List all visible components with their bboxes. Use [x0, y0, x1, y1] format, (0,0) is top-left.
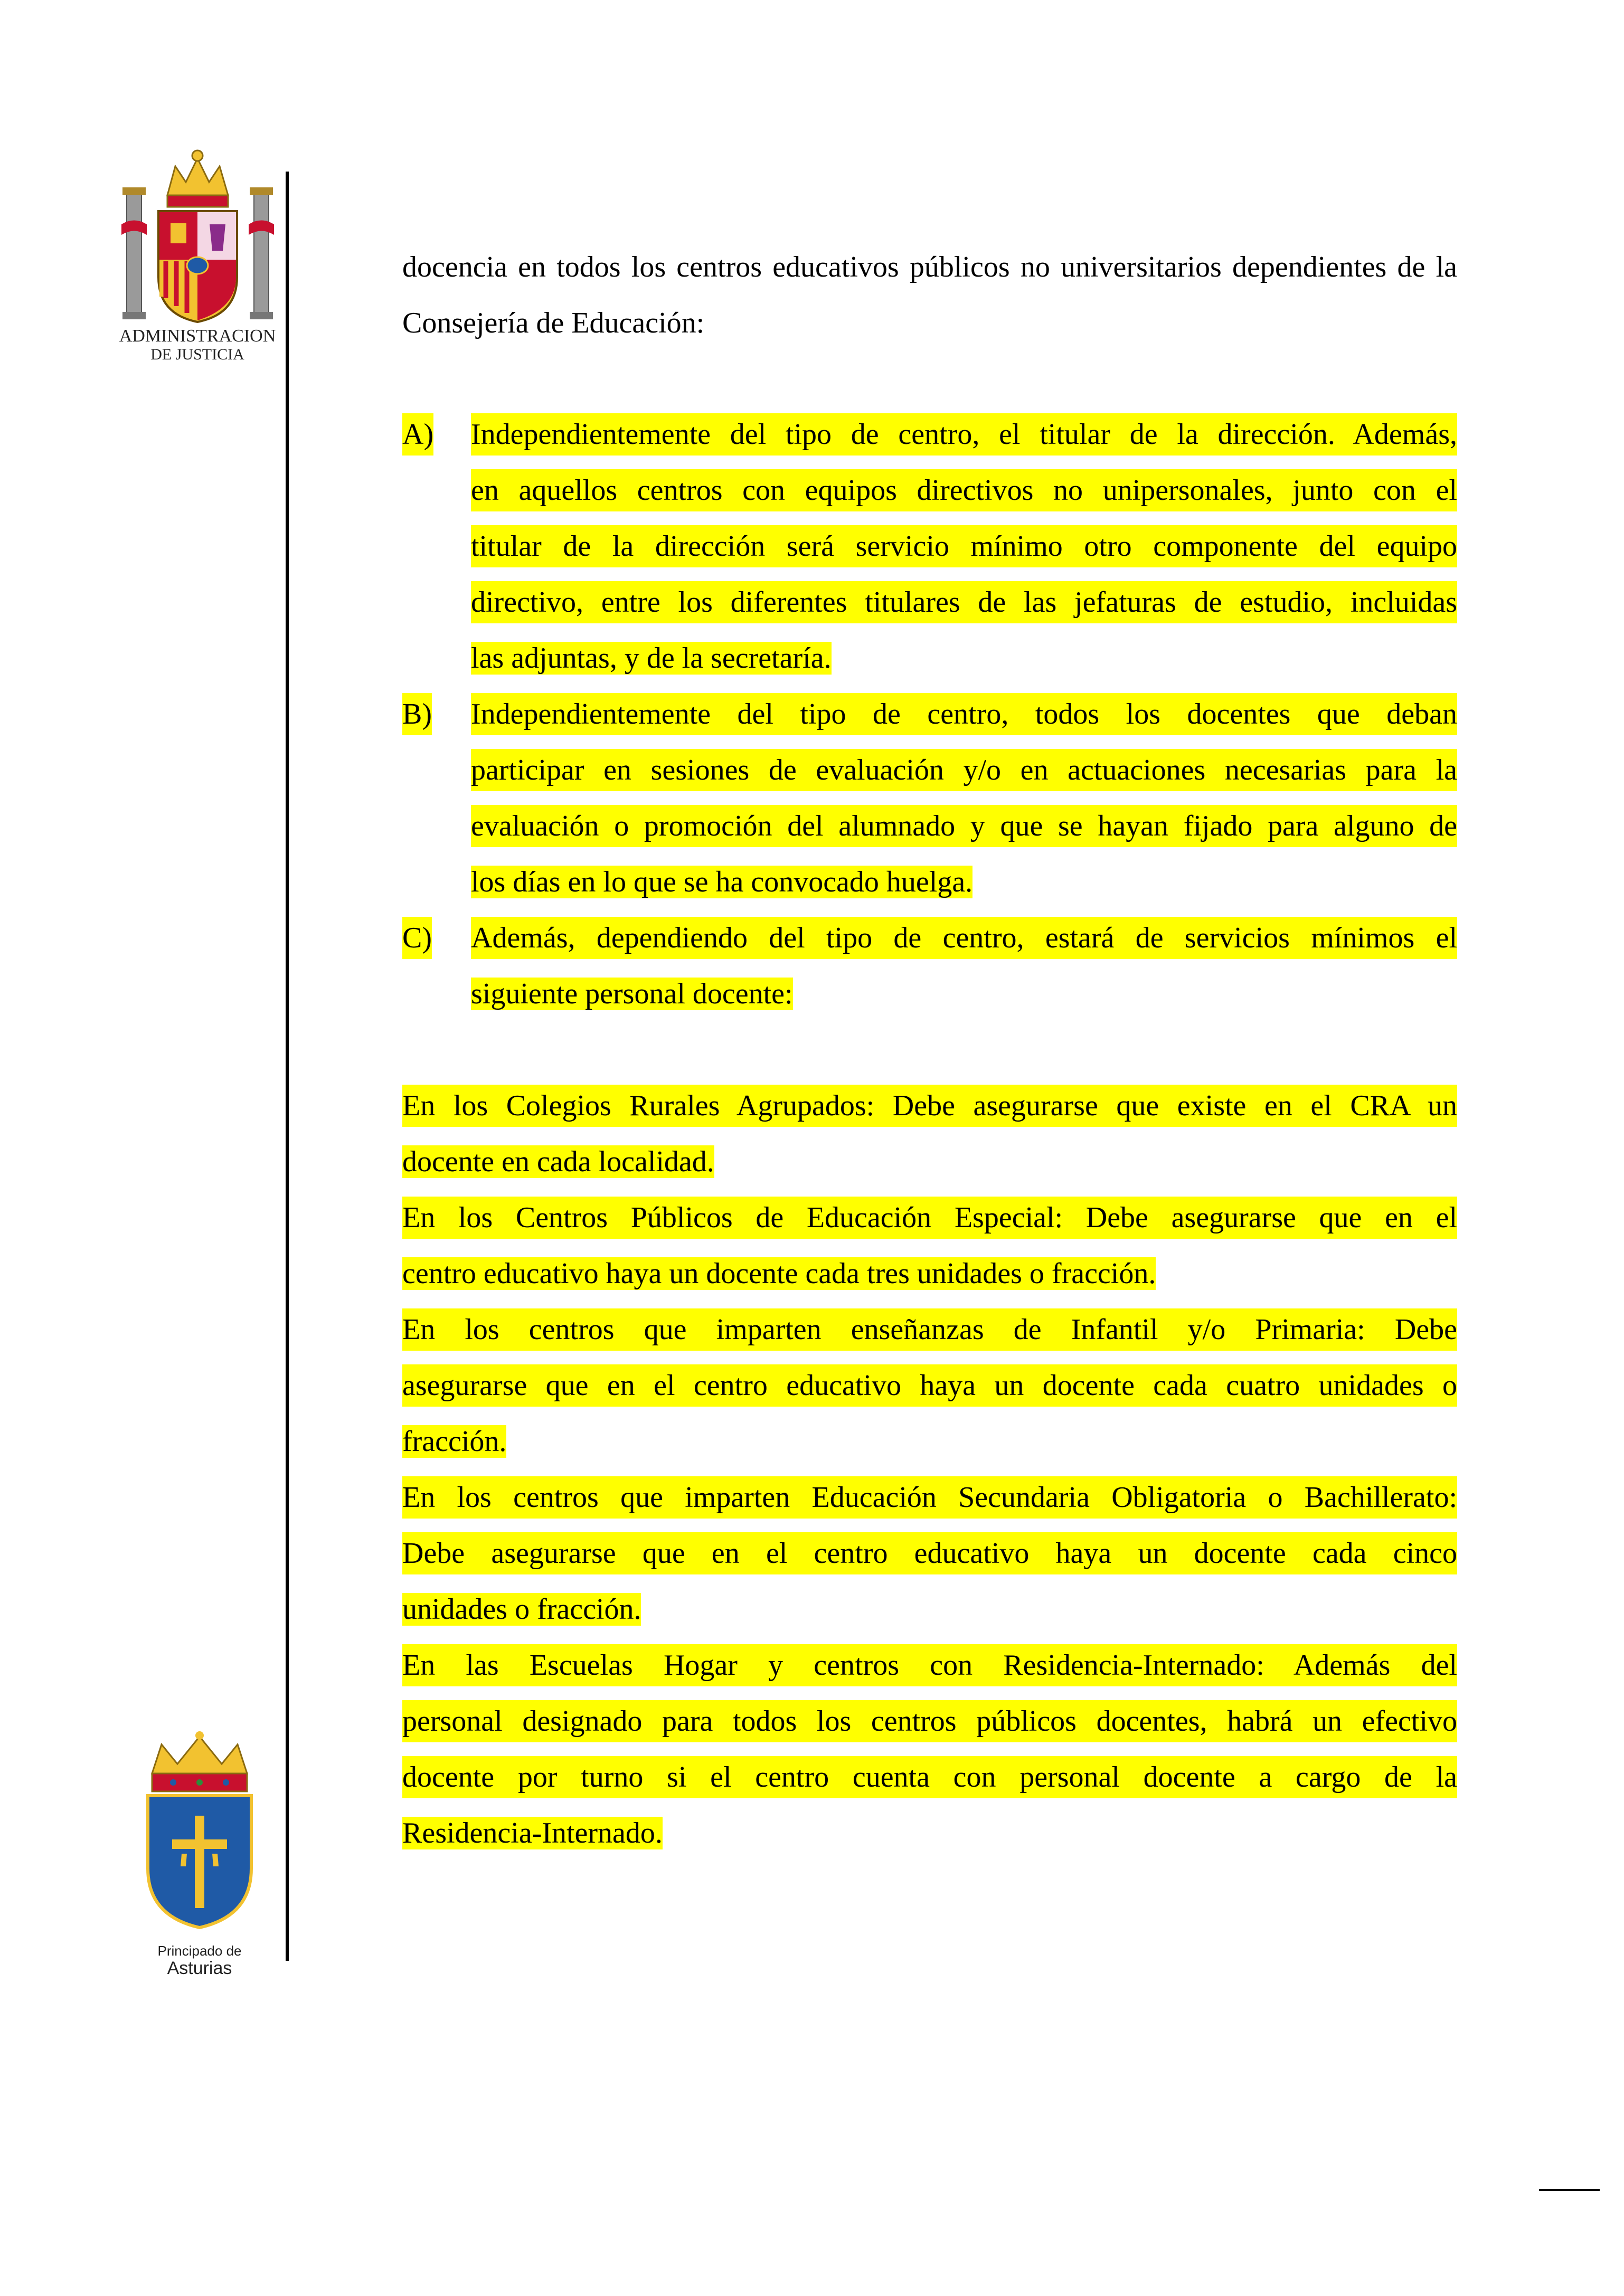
item-c-line-2-text: siguiente personal docente:: [471, 978, 793, 1010]
item-b-marker: B): [402, 693, 432, 735]
item-b-line-1: Independientemente del tipo de centro, todos los docentes que deban: [471, 693, 1457, 735]
item-c-line-1: Además, dependiendo del tipo de centro, estará de servicios mínimos el: [471, 917, 1457, 959]
para-3-line-3-text: fracción.: [402, 1425, 507, 1458]
logo-caption-line1: ADMINISTRACION: [119, 326, 276, 346]
para-5-line-1: En las Escuelas Hogar y centros con Residencia-Internado: Además del: [402, 1644, 1457, 1686]
para-2-line-1: En los Centros Públicos de Educación Especial: Debe asegurarse que en el: [402, 1197, 1457, 1239]
para-5-line-2: personal designado para todos los centros públicos docentes, habrá un efectivo: [402, 1700, 1457, 1742]
logo-caption-line2: DE JUSTICIA: [150, 346, 244, 363]
para-4-line-3: [402, 1588, 641, 1630]
item-a-line-5: [471, 637, 832, 679]
item-a-line-3: titular de la dirección será servicio mínimo otro componente del equipo: [471, 525, 1457, 567]
item-b-line-4-text: los días en lo que se ha convocado huelga.: [471, 866, 973, 898]
para-2-line-2: [402, 1253, 1156, 1295]
item-b-line-2: participar en sesiones de evaluación y/o en actuaciones necesarias para la: [471, 749, 1457, 791]
item-a-line-2: en aquellos centros con equipos directivos no unipersonales, junto con el: [471, 469, 1457, 511]
para-4-line-2: Debe asegurarse que en el centro educativo haya un docente cada cinco: [402, 1532, 1457, 1574]
para-1-line-2: [402, 1141, 714, 1183]
para-5-line-3: docente por turno si el centro cuenta con personal docente a cargo de la: [402, 1756, 1457, 1798]
item-b-line-3: evaluación o promoción del alumnado y que se hayan fijado para alguno de: [471, 805, 1457, 847]
para-5-line-4: [402, 1812, 663, 1854]
item-a-line-4: directivo, entre los diferentes titulares de las jefaturas de estudio, incluidas: [471, 581, 1457, 623]
administracion-justicia-logo: [117, 145, 278, 367]
footer-logo-caption-line1: Principado de: [157, 1943, 242, 1959]
asturias-coat-of-arms-icon: [136, 1731, 263, 1979]
item-a-marker: A): [402, 413, 433, 456]
principado-asturias-logo: [136, 1731, 263, 1979]
item-c-marker: C): [402, 917, 432, 959]
para-3-line-3: [402, 1420, 506, 1463]
para-4-line-3-text: unidades o fracción.: [402, 1593, 641, 1626]
intro-line-1: docencia en todos los centros educativos públicos no universitarios dependientes de la: [402, 251, 1457, 283]
para-5-line-4-text: Residencia-Internado.: [402, 1817, 663, 1849]
intro-line-2: Consejería de Educación:: [402, 307, 705, 339]
item-a-line-5-text: las adjuntas, y de la secretaría.: [471, 642, 832, 675]
spain-coat-of-arms-icon: [117, 145, 278, 367]
para-3-line-2: asegurarse que en el centro educativo haya un docente cada cuatro unidades o: [402, 1364, 1457, 1407]
para-4-line-1: En los centros que imparten Educación Secundaria Obligatoria o Bachillerato:: [402, 1476, 1457, 1519]
item-a-line-1: Independientemente del tipo de centro, el titular de la dirección. Además,: [471, 413, 1457, 456]
para-1-line-1: En los Colegios Rurales Agrupados: Debe asegurarse que existe en el CRA un: [402, 1085, 1457, 1127]
para-3-line-1: En los centros que imparten enseñanzas de Infantil y/o Primaria: Debe: [402, 1308, 1457, 1351]
para-2-line-2-text: centro educativo haya un docente cada tres unidades o fracción.: [402, 1257, 1156, 1290]
footer-rule: [1539, 2189, 1600, 2191]
footer-logo-caption-line2: Asturias: [167, 1958, 232, 1978]
margin-vertical-rule: [286, 172, 289, 1961]
para-1-line-2-text: docente en cada localidad.: [402, 1145, 714, 1178]
item-b-line-4: [471, 861, 972, 903]
item-c-line-2: [471, 973, 793, 1015]
